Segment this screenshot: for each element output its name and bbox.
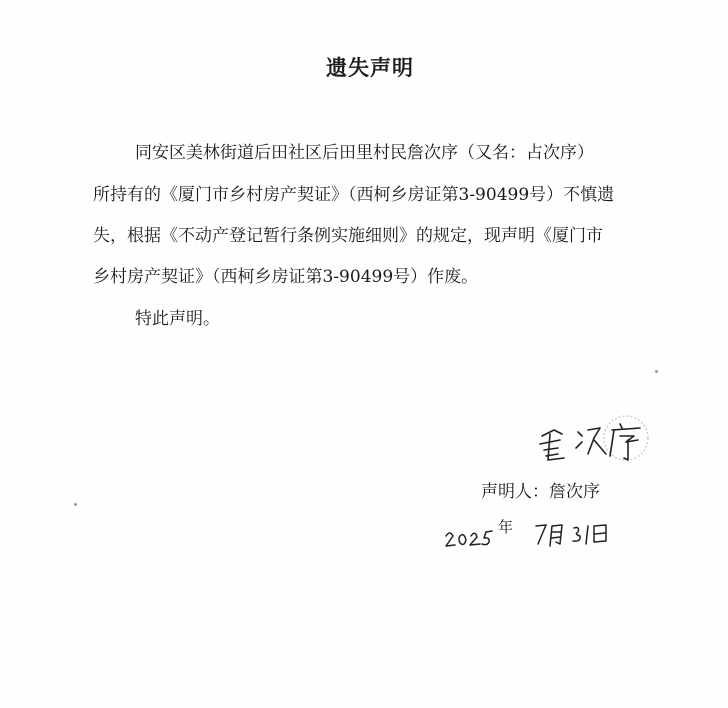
body-line-2: 所持有的《厦门市乡村房产契证》（西柯乡房证第3-90499号）不慎遗 — [93, 185, 615, 205]
scan-speck — [655, 370, 658, 373]
document-title: 遗失声明 — [326, 56, 414, 80]
closing-line: 特此声明。 — [135, 309, 220, 329]
body-line-4: 乡村房产契证》（西柯乡房证第3-90499号）作废。 — [93, 267, 479, 287]
year-char: 年 — [498, 518, 514, 536]
body-line-3: 失，根据《不动产登记暂行条例实施细则》的规定，现声明《厦门市 — [93, 226, 603, 246]
scan-speck — [74, 503, 77, 506]
handwritten-signature — [528, 410, 668, 470]
body-line-1: 同安区美林街道后田社区后田里村民詹次序（又名：占次序） — [135, 143, 594, 163]
handwritten-date — [440, 510, 640, 554]
declarant-line: 声明人：詹次序 — [481, 482, 600, 502]
